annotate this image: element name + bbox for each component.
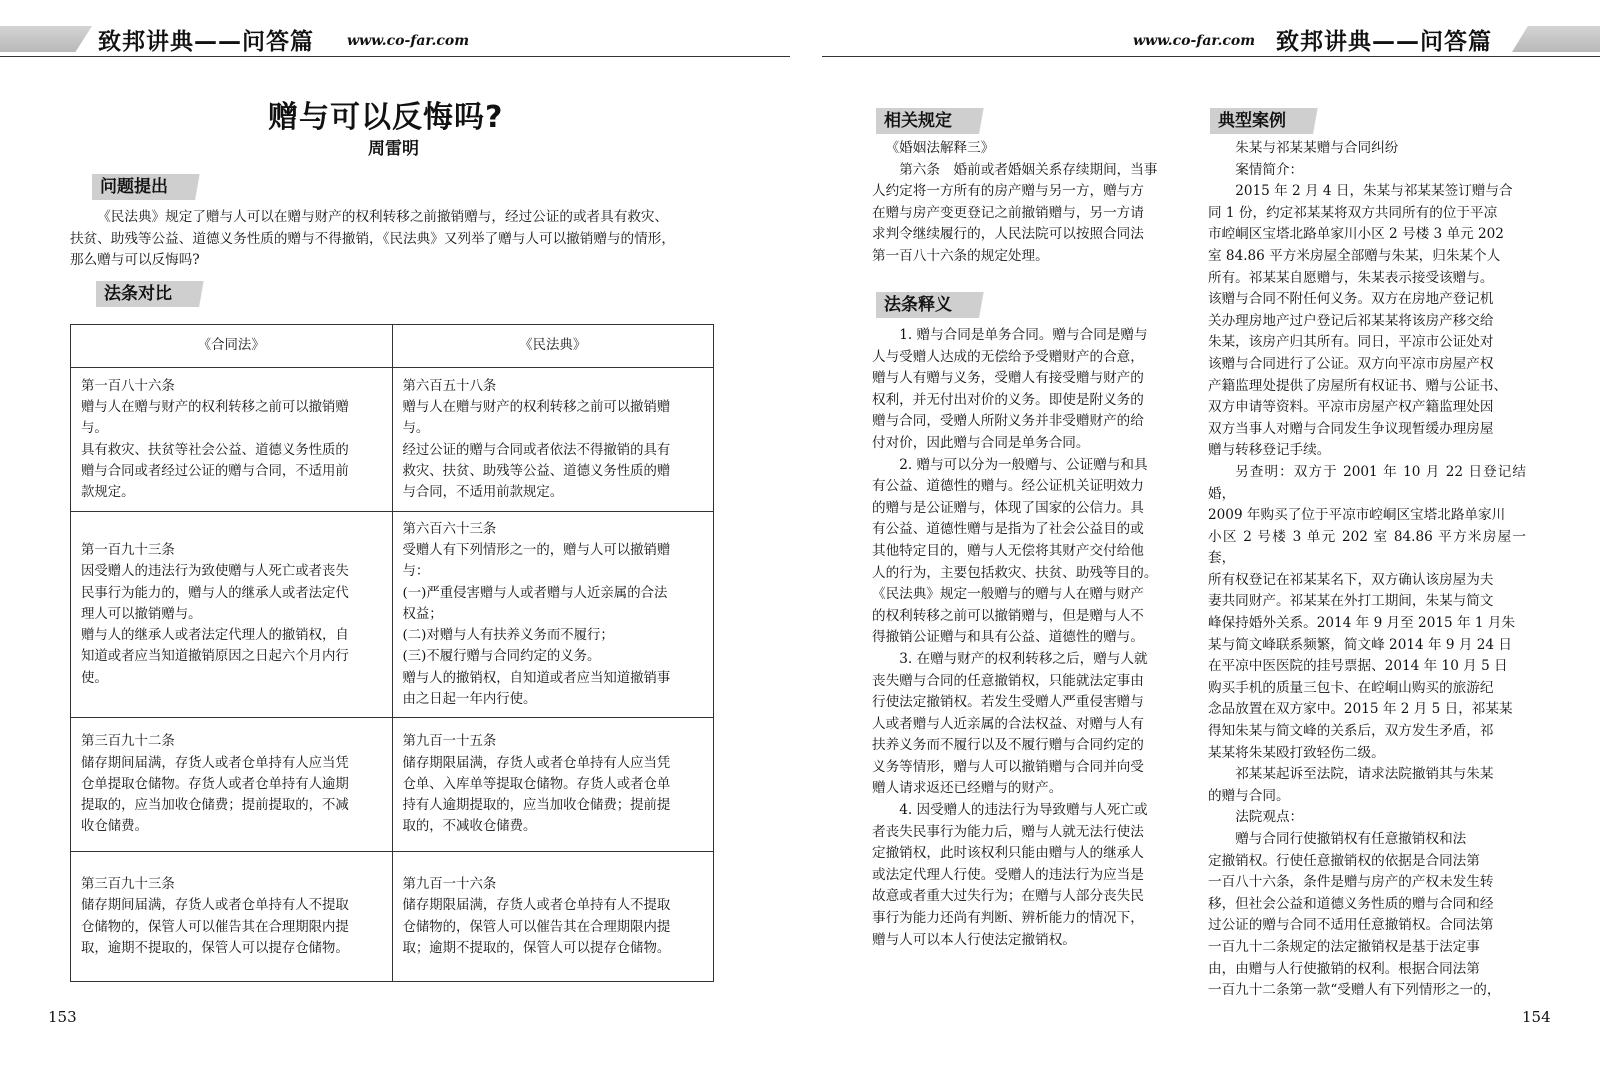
interpretation-line: 的权利转移之前可以撤销赠与，但是赠与人不 xyxy=(872,607,1144,624)
cell-line: 知道或者应当知道撤销原因之日起六个月内行 xyxy=(81,649,349,665)
table-header-contract-law: 《合同法》 xyxy=(71,325,393,368)
cell-line: 由之日起一年内行使。 xyxy=(402,691,537,707)
cell-line: 赠与人的继承人或者法定代理人的撤销权，自 xyxy=(81,628,349,644)
related-line: 第六条 婚前或者婚姻关系存续期间，当事 xyxy=(899,161,1158,178)
interpretation-line: 3. 在赠与财产的权利转移之后，赠与人就 xyxy=(899,650,1148,667)
cell-line: 受赠人有下列情形之一的，赠与人可以撤销赠 xyxy=(402,543,671,559)
cell-line: 赠与人的撤销权，自知道或者应当知道撤销事 xyxy=(402,670,671,686)
related-line: 人约定将一方所有的房产赠与另一方，赠与方 xyxy=(872,183,1144,200)
case-line: 关办理房地产过户登记后祁某某将该房产移交给 xyxy=(1208,312,1494,329)
table-cell-right xyxy=(392,368,714,512)
case-line: 移，但社会公益和道德义务性质的赠与合同和经 xyxy=(1208,895,1494,912)
interpretation-line: 2. 赠与可以分为一般赠与、公证赠与和具 xyxy=(899,456,1148,473)
cell-line: 仓单提取仓储物。存货人或者仓单持有人逾期 xyxy=(81,776,349,792)
case-line: 所有权登记在祁某某名下，双方确认该房屋为夫 xyxy=(1208,571,1494,588)
case-line: 该赠与合同进行了公证。双方向平凉市房屋产权 xyxy=(1208,355,1494,372)
interpretation-line: 义务等情形，赠与人可以撤销赠与合同并向受 xyxy=(872,758,1144,775)
interpretation-line: 行使法定撤销权。若发生受赠人严重侵害赠与 xyxy=(872,694,1144,711)
cell-line: 第一百九十三条 xyxy=(81,543,175,559)
interpretation-line: 赠与合同，受赠人所附义务并非受赠财产的给 xyxy=(872,413,1144,430)
question-line: 那么赠与可以反悔吗? xyxy=(70,252,200,269)
case-line: 念品放置在双方家中。2015 年 2 月 5 日，祁某某 xyxy=(1208,701,1513,718)
interpretation-line: 人的行为，主要包括救灾、扶贫、助残等目的。 xyxy=(872,564,1158,581)
table-cell-right xyxy=(392,852,714,982)
question-line: 扶贫、助残等公益、道德义务性质的赠与不得撤销，《民法典》又列举了赠与人可以撤销赠与的情形， xyxy=(70,230,675,247)
table-row xyxy=(71,852,714,982)
cell-line: 第三百九十二条 xyxy=(81,734,175,750)
case-line: 双方申请等资料。平凉市房屋产权产籍监理处因 xyxy=(1208,399,1494,416)
cell-line: 与合同，不适用前款规定。 xyxy=(402,484,564,500)
case-line: 市崆峒区宝塔北路单家川小区 2 号楼 3 单元 202 xyxy=(1208,226,1504,243)
interpretation-line: 赠与人可以本人行使法定撤销权。 xyxy=(872,931,1076,948)
interpretation-line: 《民法典》规定一般赠与的赠与人在赠与财产 xyxy=(872,586,1144,603)
interpretation-line: 有公益、道德性的赠与。经公证机关证明效力 xyxy=(872,478,1144,495)
left-header-title: 致邦讲典——问答篇 xyxy=(98,29,314,55)
cell-line: 储存期限届满，存货人或者仓单持有人应当凭 xyxy=(402,755,671,771)
comparison-table xyxy=(70,324,714,982)
table-header-civil-code: 《民法典》 xyxy=(392,325,714,368)
interpretation-line: 有公益、道德性赠与是指为了社会公益目的或 xyxy=(872,521,1144,538)
question-paragraph xyxy=(70,207,720,272)
interpretation-line: 人与受赠人达成的无偿给予受赠财产的合意， xyxy=(872,348,1144,365)
case-line: 一百九十二条第一款“受赠人有下列情形之一的， xyxy=(1208,982,1501,999)
interpretation-line: 1. 赠与合同是单务合同。赠与合同是赠与 xyxy=(899,327,1148,343)
cell-line: 第六百六十三条 xyxy=(402,522,497,538)
cell-line: 仓储物的，保管人可以催告其在合理期限内提 xyxy=(402,919,671,935)
case-line: 室 84.86 平方米房屋全部赠与朱某，归朱某个人 xyxy=(1208,247,1501,264)
interpretation-line: 定撤销权，此时该权利只能由赠与人的继承人 xyxy=(872,845,1144,862)
interpretation-line: 或法定代理人行使。受赠人的违法行为应当是 xyxy=(872,866,1144,883)
table-cell-left xyxy=(71,512,393,718)
cell-line: 救灾、扶贫、助残等公益、道德义务性质的赠 xyxy=(402,463,671,479)
cell-line: 持有人逾期提取的，应当加收仓储费；提前提 xyxy=(402,798,671,814)
right-header-rule xyxy=(822,56,1600,57)
case-line: 某与简文峰联系频繁，简文峰 2014 年 9 月 24 日 xyxy=(1208,636,1512,653)
cell-line: 取，逾期不提取的，保管人可以提存仓储物。 xyxy=(81,940,349,956)
case-line: 所有。祁某某自愿赠与，朱某表示接受该赠与。 xyxy=(1208,269,1494,286)
case-line: 峰保持婚外关系。2014 年 9 月至 2015 年 1 月朱 xyxy=(1208,615,1516,632)
case-line: 另查明：双方于 2001 年 10 月 22 日登记结婚， xyxy=(1208,463,1526,502)
table-header-row xyxy=(71,325,714,368)
article-title: 赠与可以反悔吗? xyxy=(268,100,504,135)
cell-line: 储存期限届满，存货人或者仓单持有人不提取 xyxy=(402,898,671,914)
case-line: 赠与转移登记手续。 xyxy=(1208,442,1331,459)
cell-line: 因受赠人的违法行为致使赠与人死亡或者丧失 xyxy=(81,564,349,580)
cell-line: 第九百一十五条 xyxy=(402,734,497,750)
related-line: 求判令继续履行的，人民法院可以按照合同法 xyxy=(872,226,1144,243)
case-line: 2009 年购买了位于平凉市崆峒区宝塔北路单家川 xyxy=(1208,507,1506,524)
section-related-label: 相关规定 xyxy=(876,108,1009,134)
case-line: 过公证的赠与合同不适用任意撤销权。合同法第 xyxy=(1208,917,1494,934)
table-cell-right xyxy=(392,718,714,852)
case-line: 定撤销权。行使任意撤销权的依据是合同法第 xyxy=(1208,852,1480,869)
cell-line: 仓储物的，保管人可以催告其在合理期限内提 xyxy=(81,919,349,935)
case-line: 妻共同财产。祁某某在外打工期间，朱某与简文 xyxy=(1208,593,1494,610)
related-line: 第一百八十六条的规定处理。 xyxy=(872,247,1049,264)
case-line: 该赠与合同不附任何义务。双方在房地产登记机 xyxy=(1208,291,1494,308)
left-header-bar xyxy=(0,26,92,52)
interpretation-line: 扶养义务而不履行以及不履行赠与合同约定的 xyxy=(872,737,1144,754)
case-line: 同 1 份，约定祁某某将双方共同所有的位于平凉 xyxy=(1208,204,1498,221)
interpretation-line: 赠人请求返还已经赠与的财产。 xyxy=(872,780,1063,797)
case-line: 朱某，该房产归其所有。同日，平凉市公证处对 xyxy=(1208,334,1494,351)
table-cell-left xyxy=(71,718,393,852)
case-line: 案情简介： xyxy=(1235,161,1304,178)
table-row xyxy=(71,718,714,852)
cell-line: 仓单、入库单等提取仓储物。存货人或者仓单 xyxy=(402,776,671,792)
related-paragraph xyxy=(872,138,1188,268)
interpretation-line: 得撤销公证赠与和具有公益、道德性的赠与。 xyxy=(872,629,1144,646)
interpretation-line: 付对价，因此赠与合同是单务合同。 xyxy=(872,434,1090,451)
case-line: 购买手机的质量三包卡、在崆峒山购买的旅游纪 xyxy=(1208,679,1494,696)
case-line: 朱某与祁某某赠与合同纠纷 xyxy=(1235,140,1399,156)
section-case-label: 典型案例 xyxy=(1210,108,1343,134)
cell-line: 储存期间届满，存货人或者仓单持有人不提取 xyxy=(81,898,349,914)
cell-line: 收仓储费。 xyxy=(81,819,148,835)
cell-line: 经过公证的赠与合同或者依法不得撤销的具有 xyxy=(402,442,671,458)
article-author: 周雷明 xyxy=(368,139,419,159)
cell-line: 赠与人在赠与财产的权利转移之前可以撤销赠 xyxy=(81,400,349,416)
interpretation-line: 赠与人有赠与义务，受赠人有接受赠与财产的 xyxy=(872,370,1144,387)
interpretation-line: 丧失赠与合同的任意撤销权，只能就法定事由 xyxy=(872,672,1144,689)
interpretation-line: 权利，并无付出对价的义务。即使是附义务的 xyxy=(872,391,1144,408)
case-line: 的赠与合同。 xyxy=(1208,787,1290,804)
interpretation-line: 的赠与是公证赠与，体现了国家的公信力。具 xyxy=(872,499,1144,516)
cell-line: 与： xyxy=(402,564,430,580)
interpretation-line: 人或者赠与人近亲属的合法权益、对赠与人有 xyxy=(872,715,1144,732)
case-line: 在平凉中医医院的挂号票据、2014 年 10 月 5 日 xyxy=(1208,658,1508,675)
page-number-left: 153 xyxy=(48,1008,77,1026)
interpretation-line: 其他特定目的，赠与人无偿将其财产交付给他 xyxy=(872,542,1144,559)
cell-line: 储存期间届满，存货人或者仓单持有人应当凭 xyxy=(81,755,349,771)
table-cell-right xyxy=(392,512,714,718)
section-interpretation-label: 法条释义 xyxy=(876,292,1009,318)
right-header-title: 致邦讲典——问答篇 xyxy=(1276,29,1492,55)
case-line: 小区 2 号楼 3 单元 202 室 84.86 平方米房屋一套， xyxy=(1208,528,1526,567)
interpretation-line: 故意或者重大过失行为；在赠与人部分丧失民 xyxy=(872,888,1144,905)
cell-line: 与。 xyxy=(81,421,108,437)
case-line: 由，由赠与人行使撤销的权利。根据合同法第 xyxy=(1208,960,1480,977)
section-comparison-label: 法条对比 xyxy=(96,281,229,307)
case-line: 一百九十二条规定的法定撤销权是基于法定事 xyxy=(1208,938,1480,955)
case-line: 一百八十六条，条件是赠与房产的产权未发生转 xyxy=(1208,874,1494,891)
related-line: 《婚姻法解释三》 xyxy=(885,140,995,156)
case-line: 某某将朱某殴打致轻伤二级。 xyxy=(1208,744,1385,761)
case-line: 双方当事人对赠与合同发生争议现暂缓办理房屋 xyxy=(1208,420,1494,437)
cell-line: 取；逾期不提取的，保管人可以提存仓储物。 xyxy=(402,940,671,956)
page-number-right: 154 xyxy=(1522,1008,1551,1026)
interpretation-paragraph xyxy=(872,325,1188,951)
case-line: 赠与合同行使撤销权有任意撤销权和法 xyxy=(1235,831,1467,847)
left-header-url[interactable]: www.co-far.com xyxy=(347,33,470,49)
cell-line: 理人可以撤销赠与。 xyxy=(81,606,202,622)
cell-line: 具有救灾、扶贫等社会公益、道德义务性质的 xyxy=(81,442,349,458)
table-cell-left xyxy=(71,368,393,512)
cell-line: 第九百一十六条 xyxy=(402,877,497,893)
cell-line: 第一百八十六条 xyxy=(81,378,175,394)
cell-line: (一)严重侵害赠与人或者赠与人近亲属的合法 xyxy=(402,585,668,601)
case-line: 法院观点： xyxy=(1235,809,1304,826)
interpretation-line: 事行为能力还尚有判断、辨析能力的情况下， xyxy=(872,910,1144,927)
case-line: 产籍监理处提供了房屋所有权证书、赠与公证书、 xyxy=(1208,377,1508,394)
case-line: 2015 年 2 月 4 日，朱某与祁某某签订赠与合 xyxy=(1235,183,1513,200)
cell-line: 提取的，应当加收仓储费；提前提取的，不减 xyxy=(81,798,349,814)
cell-line: 第三百九十三条 xyxy=(81,877,175,893)
related-line: 在赠与房产变更登记之前撤销赠与，另一方请 xyxy=(872,204,1144,221)
section-question-label: 问题提出 xyxy=(92,174,225,200)
case-paragraph xyxy=(1208,138,1526,1002)
cell-line: 赠与合同或者经过公证的赠与合同，不适用前 xyxy=(81,463,349,479)
cell-line: 赠与人在赠与财产的权利转移之前可以撤销赠 xyxy=(402,400,671,416)
cell-line: (二)对赠与人有扶养义务而不履行； xyxy=(402,628,614,644)
left-header-rule xyxy=(0,56,790,57)
cell-line: 使。 xyxy=(81,670,108,686)
right-header-url[interactable]: www.co-far.com xyxy=(1133,33,1256,49)
table-row xyxy=(71,368,714,512)
cell-line: 款规定。 xyxy=(81,484,135,500)
case-line: 祁某某起诉至法院，请求法院撤销其与朱某 xyxy=(1235,766,1494,783)
cell-line: 权益； xyxy=(402,606,443,622)
cell-line: 民事行为能力的，赠与人的继承人或者法定代 xyxy=(81,585,349,601)
interpretation-line: 者丧失民事行为能力后，赠与人就无法行使法 xyxy=(872,823,1144,840)
interpretation-line: 4. 因受赠人的违法行为导致赠与人死亡或 xyxy=(899,802,1148,819)
cell-line: 取的，不减收仓储费。 xyxy=(402,819,537,835)
cell-line: (三)不履行赠与合同约定的义务。 xyxy=(402,649,601,665)
cell-line: 第六百五十八条 xyxy=(402,378,497,394)
table-row xyxy=(71,512,714,718)
table-cell-left xyxy=(71,852,393,982)
right-header-bar xyxy=(1512,26,1600,52)
question-line: 《民法典》规定了赠与人可以在赠与财产的权利转移之前撤销赠与，经过公证的或者具有救灾、 xyxy=(97,209,669,225)
case-line: 得知朱某与简文峰的关系后，双方发生矛盾，祁 xyxy=(1208,723,1494,740)
cell-line: 与。 xyxy=(402,421,430,437)
